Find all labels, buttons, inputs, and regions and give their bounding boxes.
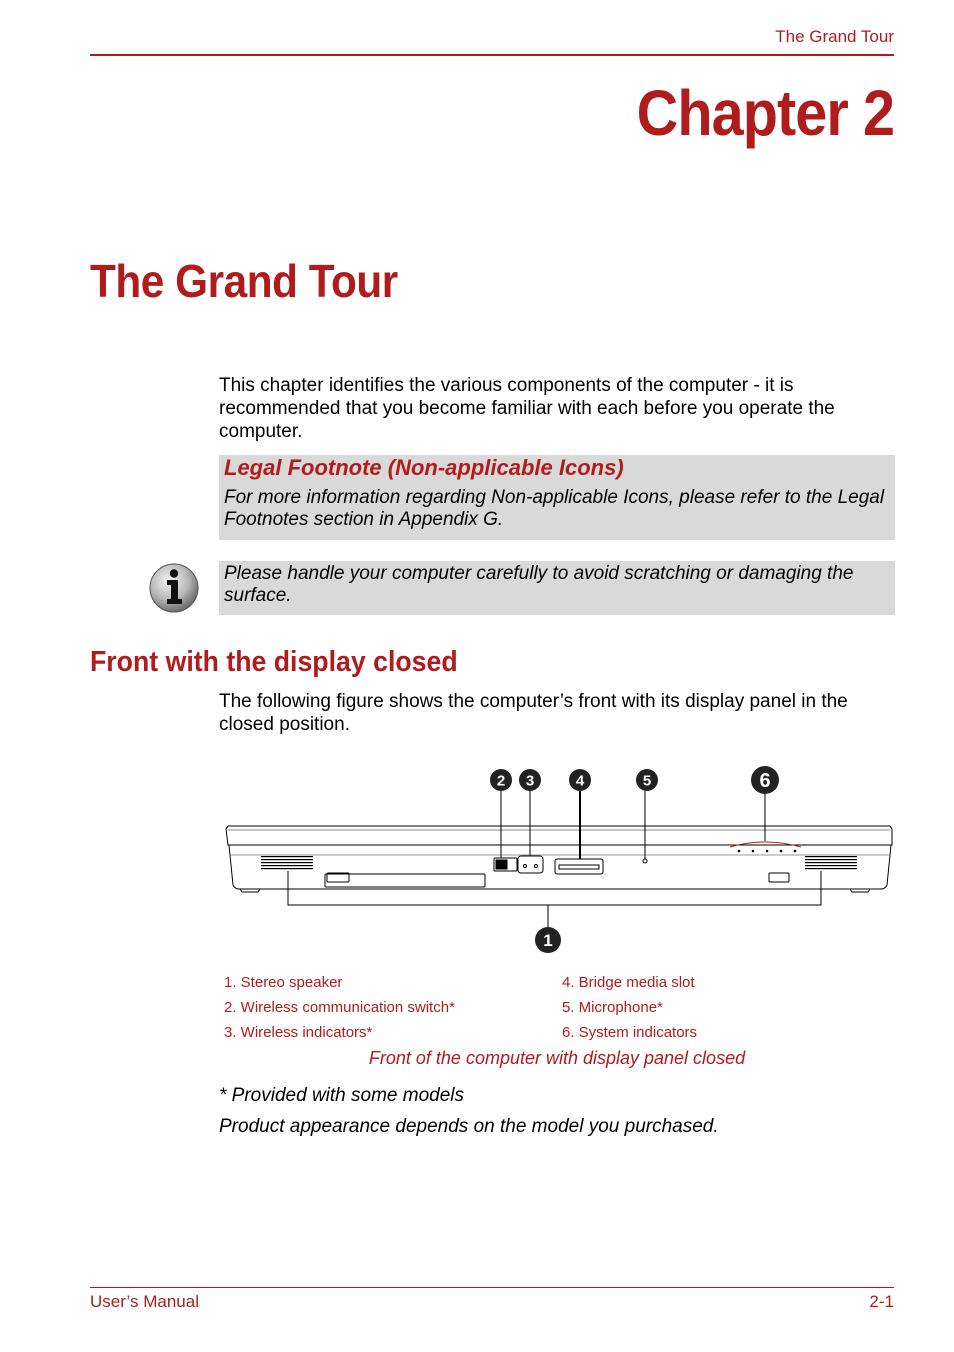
info-icon bbox=[148, 561, 200, 613]
section-paragraph: The following figure shows the computer’s front with its display panel in the closed position. bbox=[219, 691, 848, 735]
page-title: The Grand Tour bbox=[90, 255, 398, 307]
legend-item: 1. Stereo speaker bbox=[224, 974, 343, 991]
svg-text:5: 5 bbox=[642, 772, 652, 790]
info-note-box bbox=[219, 561, 895, 615]
appearance-note: Product appearance depends on the model you purchased. bbox=[219, 1116, 719, 1137]
svg-text:4: 4 bbox=[575, 772, 585, 790]
figure-caption: Front of the computer with display panel closed bbox=[368, 1048, 746, 1068]
footer-manual-title: User’s Manual bbox=[90, 1292, 199, 1311]
figure-legend-right bbox=[562, 973, 697, 1048]
legend-item: 2. Wireless communication switch* bbox=[224, 999, 455, 1016]
footer-divider bbox=[90, 1287, 894, 1288]
callout-4 bbox=[569, 769, 591, 791]
svg-text:2: 2 bbox=[496, 772, 506, 790]
svg-text:3: 3 bbox=[525, 772, 535, 790]
running-header: The Grand Tour bbox=[775, 27, 894, 46]
section-heading: Front with the display closed bbox=[90, 646, 458, 678]
svg-text:1: 1 bbox=[543, 931, 553, 950]
page-number: 2-1 bbox=[869, 1292, 894, 1311]
callout-6 bbox=[751, 766, 779, 794]
legend-item: 3. Wireless indicators* bbox=[224, 1024, 373, 1041]
callout-1 bbox=[535, 927, 561, 953]
legal-footnote-text: For more information regarding Non-applicable Icons, please refer to the Legal Footnotes section in Appendix G. bbox=[224, 487, 885, 530]
legend-item: 5. Microphone* bbox=[562, 999, 663, 1016]
svg-text:6: 6 bbox=[759, 770, 771, 792]
legend-item: 4. Bridge media slot bbox=[562, 974, 695, 991]
legal-footnote-heading: Legal Footnote (Non-applicable Icons) bbox=[224, 455, 624, 480]
laptop-front-figure bbox=[225, 763, 895, 958]
callout-5 bbox=[636, 769, 658, 791]
header-divider bbox=[90, 54, 894, 56]
legend-item: 6. System indicators bbox=[562, 1024, 698, 1041]
callout-2 bbox=[490, 769, 512, 791]
legal-footnote-box bbox=[219, 455, 895, 540]
callout-3 bbox=[519, 769, 541, 791]
models-note: * Provided with some models bbox=[219, 1085, 464, 1106]
chapter-label: Chapter 2 bbox=[636, 77, 894, 149]
figure-legend-left bbox=[224, 973, 455, 1048]
intro-paragraph: This chapter identifies the various components of the computer - it is recommended that you become familiar with each before you operate the computer. bbox=[219, 375, 835, 442]
info-note-text: Please handle your computer carefully to avoid scratching or damaging the surface. bbox=[224, 563, 854, 606]
